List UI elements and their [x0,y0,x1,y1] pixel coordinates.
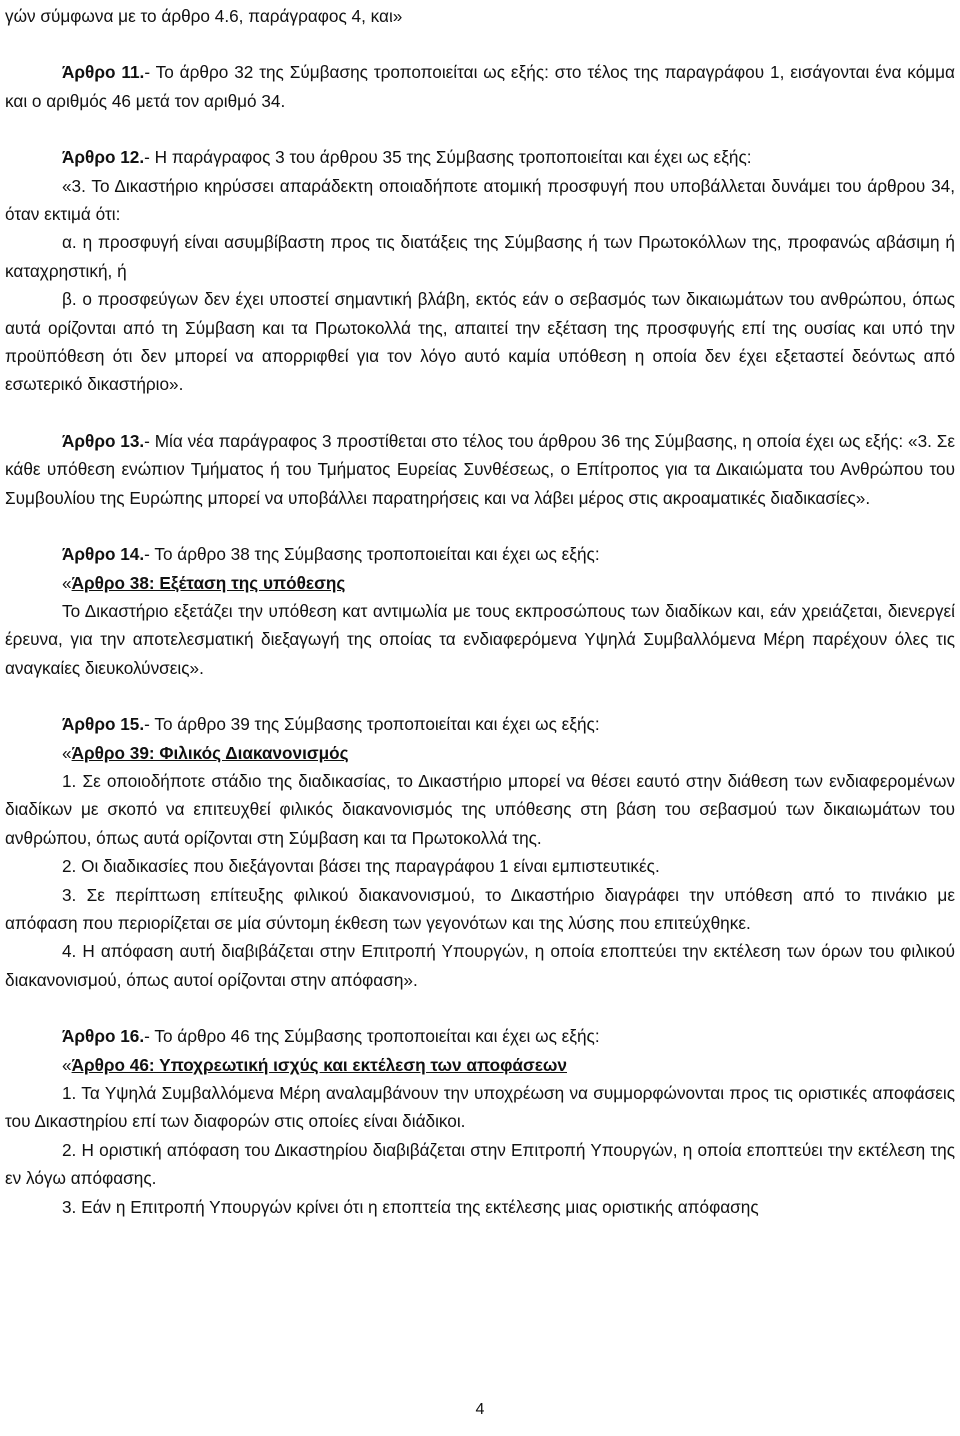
article-16-paragraph-2: 2. Η οριστική απόφαση του Δικαστηρίου διαβιβάζεται στην Επιτροπή Υπουργών, η οποία εποπτεύει την εκτέλεση της εν λόγω απόφασης. [5,1139,955,1189]
article-15-paragraph-2: 2. Οι διαδικασίες που διεξάγονται βάσει της παραγράφου 1 είναι εμπιστευτικές. [62,856,660,877]
article-16-paragraph-3: 3. Εάν η Επιτροπή Υπουργών κρίνει ότι η εποπτεία της εκτέλεσης μιας οριστικής απόφασης [62,1196,759,1217]
article-15-paragraph-3: 3. Σε περίπτωση επίτευξης φιλικού διακανονισμού, το Δικαστήριο διαγράφει την υπόθεση από το πινάκιο με απόφαση που περιορίζεται σε μία σύντομη έκθεση των γεγονότων και της λύσης που επιτεύχθηκε. [5,884,955,933]
article-13 [5,427,955,512]
article-15 [5,710,955,738]
article-12-item-b: β. ο προσφεύγων δεν έχει υποστεί σημαντική βλάβη, εκτός εάν ο σεβασμός των δικαιωμάτων του ανθρώπου, όπως αυτά ορίζονται από τη Σύμβαση και τα Πρωτοκολλά της, απαιτεί την εξέταση της προσφυγής επί της ουσίας και υπό την προϋπόθεση ότι δεν μπορεί να απορριφθεί για τον λόγο αυτό καμία υπόθεση η οποία δεν έχει εξεταστεί δεόντως από εσωτερικό δικαστήριο». [5,289,955,395]
article-14-open-quote: « [62,572,72,593]
article-16-text: - Το άρθρο 46 της Σύμβασης τροποποιείται και έχει ως εξής: [144,1026,600,1047]
article-11 [5,58,955,115]
article-11-heading: Άρθρο 11. [62,62,145,83]
article-12-quote: «3. Το Δικαστήριο κηρύσσει απαράδεκτη οποιαδήποτε ατομική προσφυγή που υποβάλλεται δυνάμει του άρθρου 34, όταν εκτιμά ότι: [5,175,955,225]
article-14-heading: Άρθρο 14. [62,544,145,565]
article-16-open-quote: « [62,1054,72,1075]
article-11-text: - Το άρθρο 32 της Σύμβασης τροποποιείται ως εξής: στο τέλος της παραγράφου 1, εισάγονται ένα κόμμα και ο αριθμός 46 μετά τον αριθμό 34. [5,62,955,111]
article-16-heading: Άρθρο 16. [62,1026,145,1047]
article-16-title: Άρθρο 46: Υποχρεωτική ισχύς και εκτέλεση των αποφάσεων [71,1054,567,1075]
article-12-item-a: α. η προσφυγή είναι ασυμβίβαστη προς τις διατάξεις της Σύμβασης ή των Πρωτοκόλλων της, προφανώς αβάσιμη ή καταχρηστική, ή [5,232,955,281]
article-16-title-line [5,1051,955,1079]
article-14-text: - Το άρθρο 38 της Σύμβασης τροποποιείται και έχει ως εξής: [144,544,600,565]
article-16 [5,1022,955,1050]
article-14-title-line [5,569,955,597]
article-14 [5,540,955,568]
paragraph-continuation: γών σύμφωνα με το άρθρο 4.6, παράγραφος 4, και» [5,6,403,26]
article-13-text: - Μία νέα παράγραφος 3 προστίθεται στο τέλος του άρθρου 36 της Σύμβασης, η οποία έχει ως εξής: «3. Σε κάθε υπόθεση ενώπιον Τμήματος ή του Τμήματος Ευρείας Συνθέσεως, ο Επίτροπος για τα Δικαιώματα του Ανθρώπου του Συμβουλίου της Ευρώπης μπορεί να υποβάλλει παρατηρήσεις και να λάβει μέρος στις ακροαματικές διαδικασίες». [5,430,955,508]
article-12 [5,143,955,171]
page-number: 4 [475,1401,485,1418]
article-14-title: Άρθρο 38: Εξέταση της υπόθεσης [71,572,346,593]
article-15-title-line [5,739,955,767]
article-15-paragraph-1: 1. Σε οποιοδήποτε στάδιο της διαδικασίας, το Δικαστήριο μπορεί να θέσει εαυτό στην διάθεση των ενδιαφερομένων διαδίκων με σκοπό να επιτευχθεί φιλικός διακανονισμός της υπόθεσης στη βάση του σεβασμού των δικαιωμάτων του ανθρώπου, όπως αυτά ορίζονται στη Σύμβαση και τα Πρωτοκολλά της. [5,770,955,848]
article-12-heading: Άρθρο 12. [62,147,145,168]
article-13-heading: Άρθρο 13. [62,430,145,451]
article-15-paragraph-4: 4. Η απόφαση αυτή διαβιβάζεται στην Επιτροπή Υπουργών, η οποία εποπτεύει την εκτέλεση των όρων του φιλικού διακανονισμού, όπως αυτοί ορίζονται στην απόφαση». [5,941,955,990]
article-15-heading: Άρθρο 15. [62,714,145,735]
article-15-title: Άρθρο 39: Φιλικός Διακανονισμός [71,742,349,763]
document-body [5,2,955,1221]
article-15-open-quote: « [62,742,72,763]
article-12-text: - Η παράγραφος 3 του άρθρου 35 της Σύμβασης τροποποιείται και έχει ως εξής: [144,147,752,168]
article-16-paragraph-1: 1. Τα Υψηλά Συμβαλλόμενα Μέρη αναλαμβάνουν την υποχρέωση να συμμορφώνονται προς τις οριστικές αποφάσεις του Δικαστηρίου επί των διαφορών στις οποίες είναι διάδικοι. [5,1083,955,1132]
article-15-text: - Το άρθρο 39 της Σύμβασης τροποποιείται και έχει ως εξής: [144,714,600,735]
article-14-body: Το Δικαστήριο εξετάζει την υπόθεση κατ αντιμωλία με τους εκπροσώπους των διαδίκων και, εάν χρειάζεται, διενεργεί έρευνα, για την αποτελεσματική διεξαγωγή της οποίας τα ενδιαφερόμενα Υψηλά Συμβαλλόμενα Μέρη παρέχουν όλες τις αναγκαίες διευκολύνσεις». [5,600,955,678]
